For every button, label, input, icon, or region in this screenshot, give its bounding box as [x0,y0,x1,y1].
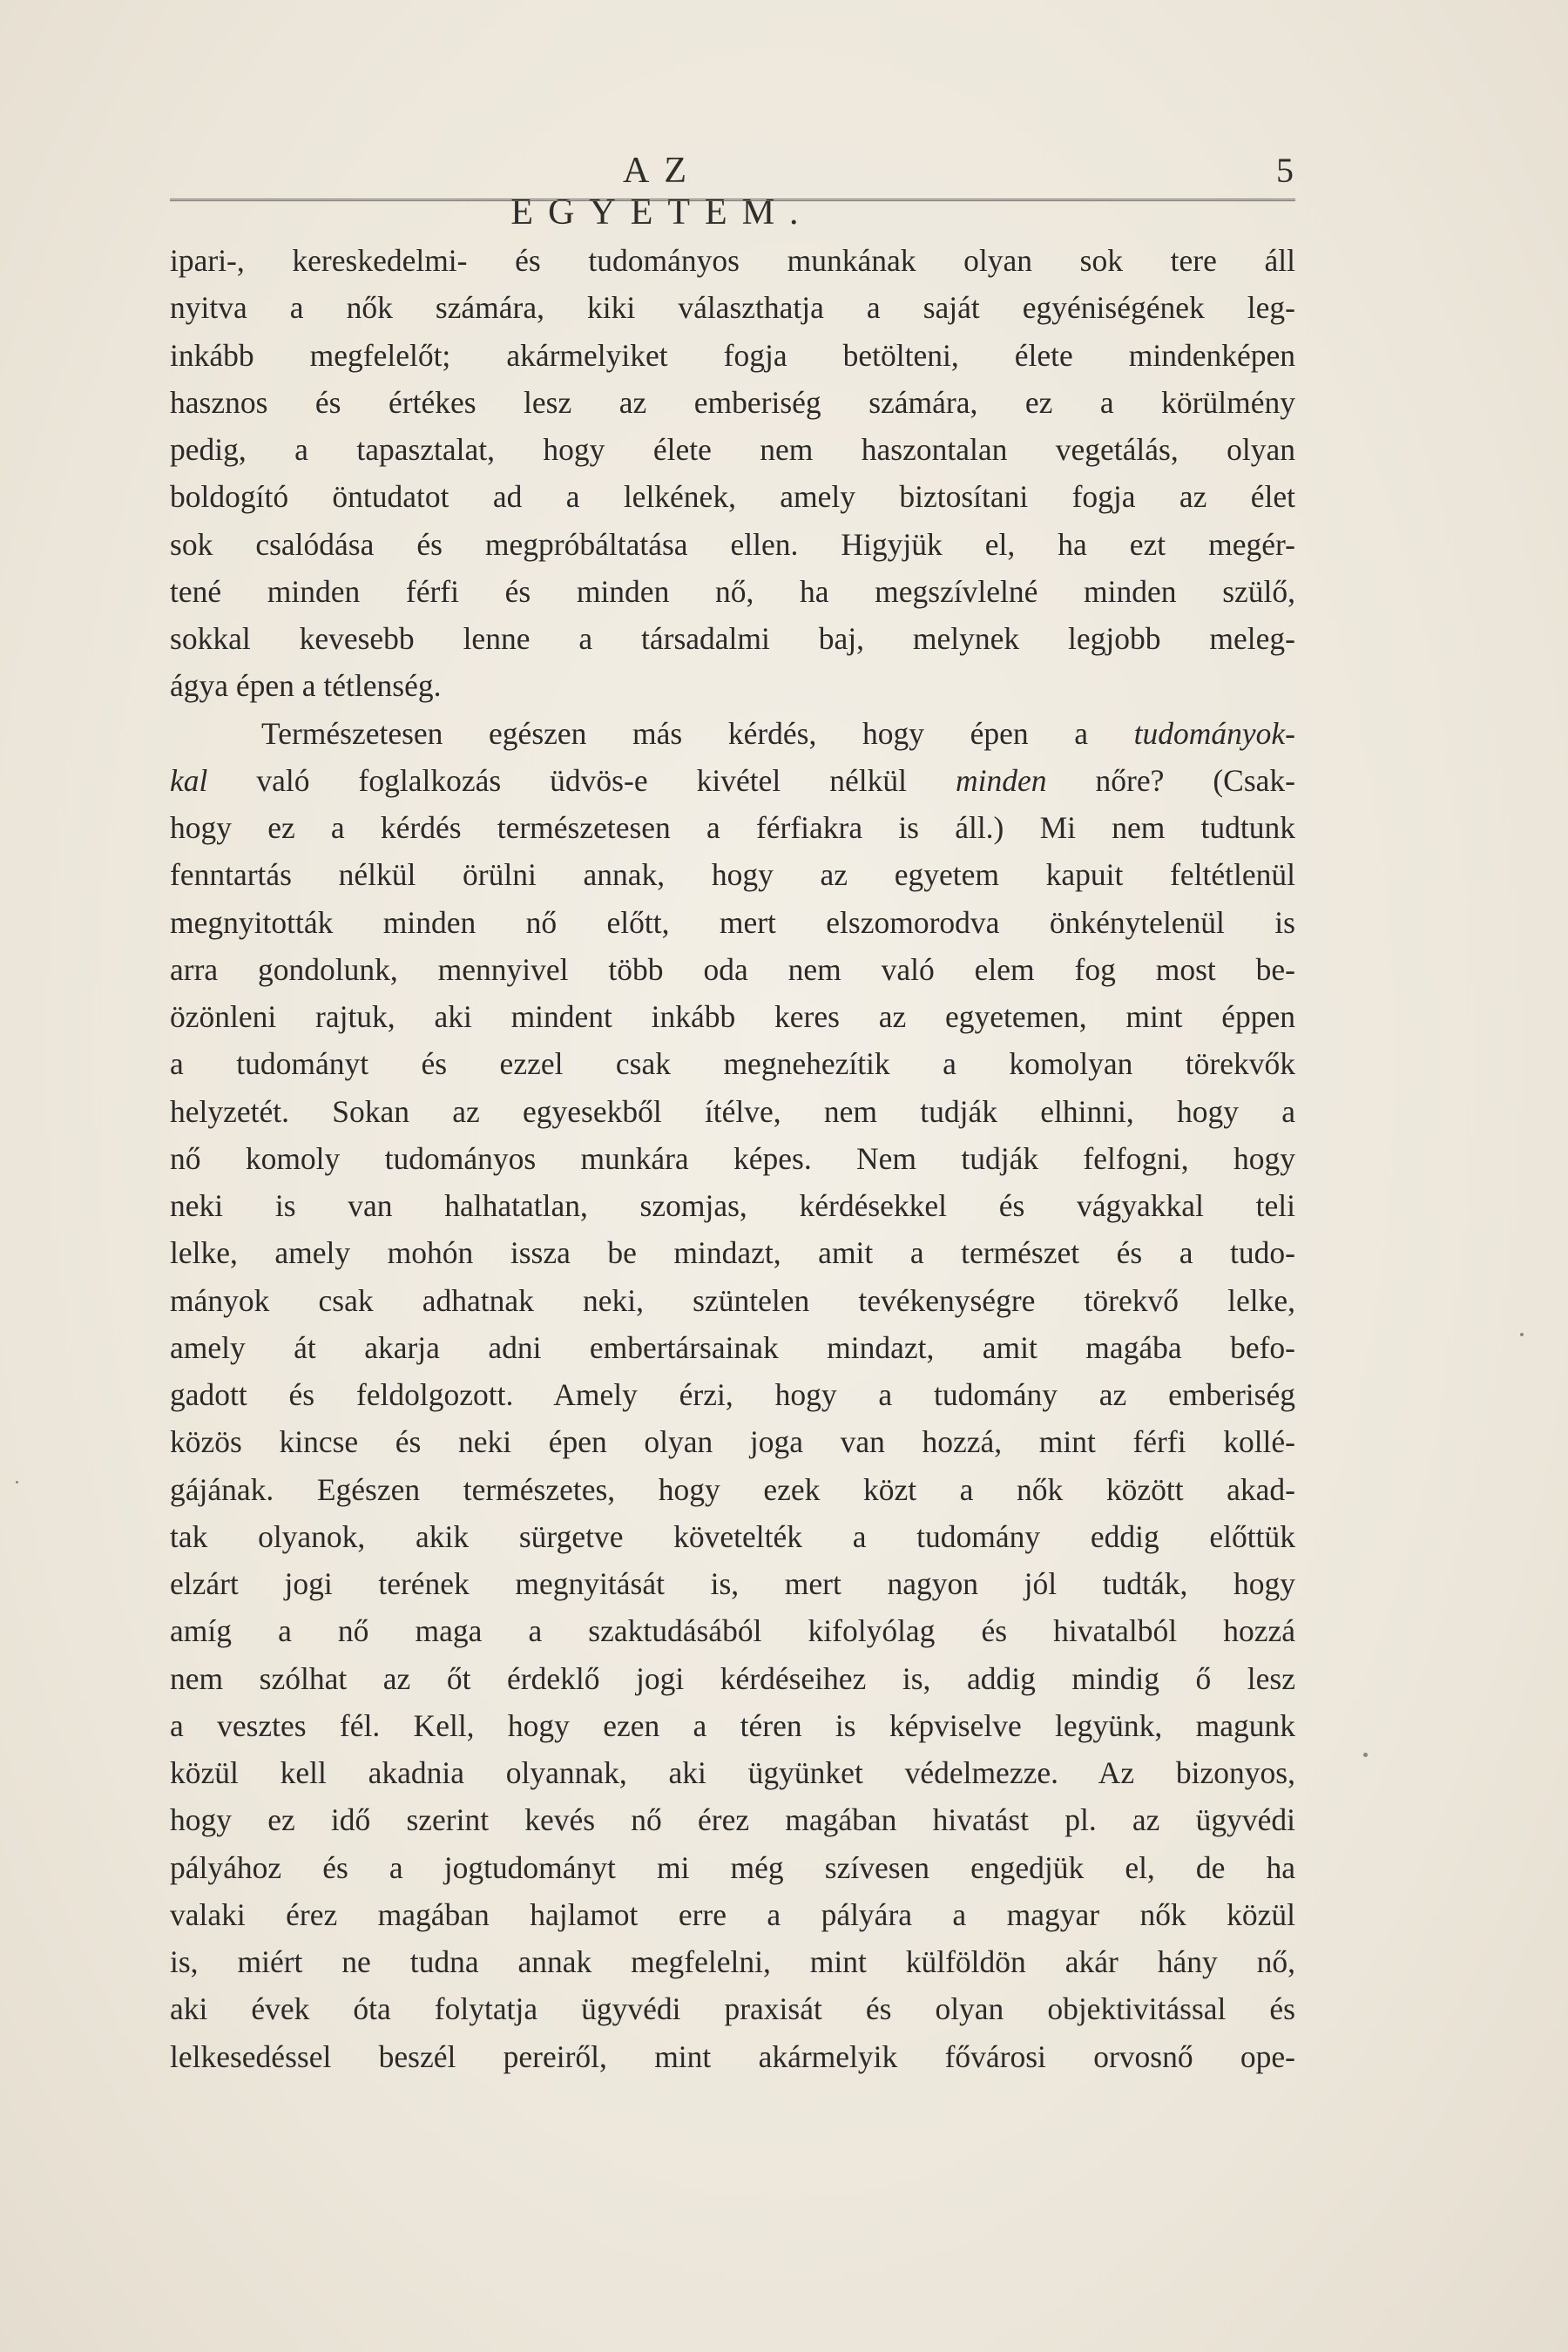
text-line: gadott és feldolgozott. Amely érzi, hogy a tudomány az emberiség [170,1377,1295,1412]
text-line: tak olyanok, akik sürgetve követelték a tudomány eddig előttük [170,1518,1295,1554]
text-line: közös kincse és neki épen olyan joga van hozzá, mint férfi kollé- [170,1424,1295,1460]
paper-speck [1520,1333,1524,1336]
text-line: pályához és a jogtudományt mi még szívesen engedjük el, de ha [170,1849,1295,1885]
text-line: sokkal kevesebb lenne a társadalmi baj, melynek legjobb meleg- [170,621,1295,656]
italic-term: minden [955,762,1047,798]
running-title: AZ EGYETEM. [510,151,814,233]
text-line: a tudományt és ezzel csak megnehezítik a komolyan törekvők [170,1046,1295,1082]
text-line: aki évek óta folytatja ügyvédi praxisát és olyan objektivitással és [170,1991,1295,2027]
paragraph-1 [170,237,1295,710]
text-line: lelkesedéssel beszél pereiről, mint akármelyik fővárosi orvosnő ope- [170,2038,1295,2074]
page-number: 5 [1276,151,1294,190]
text-run: való foglalkozás üdvös-e kivétel nélkül [207,762,956,798]
text-line: inkább megfelelőt; akármelyiket fogja betölteni, élete mindenképen [170,337,1295,373]
text-line: mányok csak adhatnak neki, szüntelen tevékenységre törekvő lelke, [170,1282,1295,1318]
text-line: nem szólhat az őt érdeklő jogi kérdéseihez is, addig mindig ő lesz [170,1660,1295,1696]
text-line: közül kell akadnia olyannak, aki ügyünket védelmezze. Az bizonyos, [170,1755,1295,1790]
body-text [170,237,1295,2080]
text-run: nőre? (Csak- [1046,762,1295,798]
text-line: arra gondolunk, mennyivel több oda nem való elem fog most be- [170,951,1295,987]
paper-speck [16,1481,18,1484]
text-line: hasznos és értékes lesz az emberiség számára, ez a körülmény [170,384,1295,420]
text-line: ágya épen a tétlenség. [170,668,442,704]
text-line: lelke, amely mohón issza be mindazt, amit a természet és a tudo- [170,1235,1295,1271]
text-line: tené minden férfi és minden nő, ha megszívlelné minden szülő, [170,573,1295,609]
text-line: amíg a nő maga a szaktudásából kifolyólag és hivatalból hozzá [170,1613,1295,1649]
paragraph-2 [170,710,1295,2080]
text-line: boldogító öntudatot ad a lelkének, amely biztosítani fogja az élet [170,479,1295,515]
text-line: sok csalódása és megpróbáltatása ellen. Higyjük el, ha ezt megér- [170,526,1295,562]
text-line: özönleni rajtuk, aki mindent inkább keres az egyetemen, mint éppen [170,999,1295,1034]
text-line: neki is van halhatatlan, szomjas, kérdésekkel és vágyakkal teli [170,1188,1295,1223]
italic-term: kal [170,762,208,798]
text-line: a vesztes fél. Kell, hogy ezen a téren is képviselve legyünk, magunk [170,1707,1295,1743]
text-line: amely át akarja adni embertársainak mindazt, amit magába befo- [170,1329,1295,1365]
text-line: gájának. Egészen természetes, hogy ezek közt a nők között akad- [170,1471,1295,1507]
text-line: helyzetét. Sokan az egyesekből ítélve, nem tudják elhinni, hogy a [170,1093,1295,1129]
text-line: hogy ez a kérdés természetesen a férfiakra is áll.) Mi nem tudtunk [170,810,1295,845]
text-line: pedig, a tapasztalat, hogy élete nem haszontalan vegetálás, olyan [170,432,1295,467]
page-header [170,150,1294,233]
text-line: is, miért ne tudna annak megfelelni, mint külföldön akár hány nő, [170,1944,1295,1979]
text-line: nyitva a nők számára, kiki választhatja a saját egyéniségének leg- [170,290,1295,326]
text-line: elzárt jogi terének megnyitását is, mert nagyon jól tudták, hogy [170,1566,1295,1601]
text-line: ipari-, kereskedelmi- és tudományos munkának olyan sok tere áll [170,243,1295,278]
text-line: hogy ez idő szerint kevés nő érez magában hivatást pl. az ügyvédi [170,1802,1295,1838]
text-line: megnyitották minden nő előtt, mert elszomorodva önkénytelenül is [170,904,1295,940]
text-line [170,757,1295,804]
text-line: fenntartás nélkül örülni annak, hogy az egyetem kapuit feltétlenül [170,857,1295,893]
paper-speck [1363,1753,1368,1757]
header-rule [170,199,1295,201]
text-line: nő komoly tudományos munkára képes. Nem tudják felfogni, hogy [170,1140,1295,1176]
text-line: valaki érez magában hajlamot erre a pályára a magyar nők közül [170,1896,1295,1932]
text-run: Természetesen egészen más kérdés, hogy épen a [261,715,1134,751]
text-line [170,710,1295,757]
italic-term: tudományok- [1133,715,1295,751]
